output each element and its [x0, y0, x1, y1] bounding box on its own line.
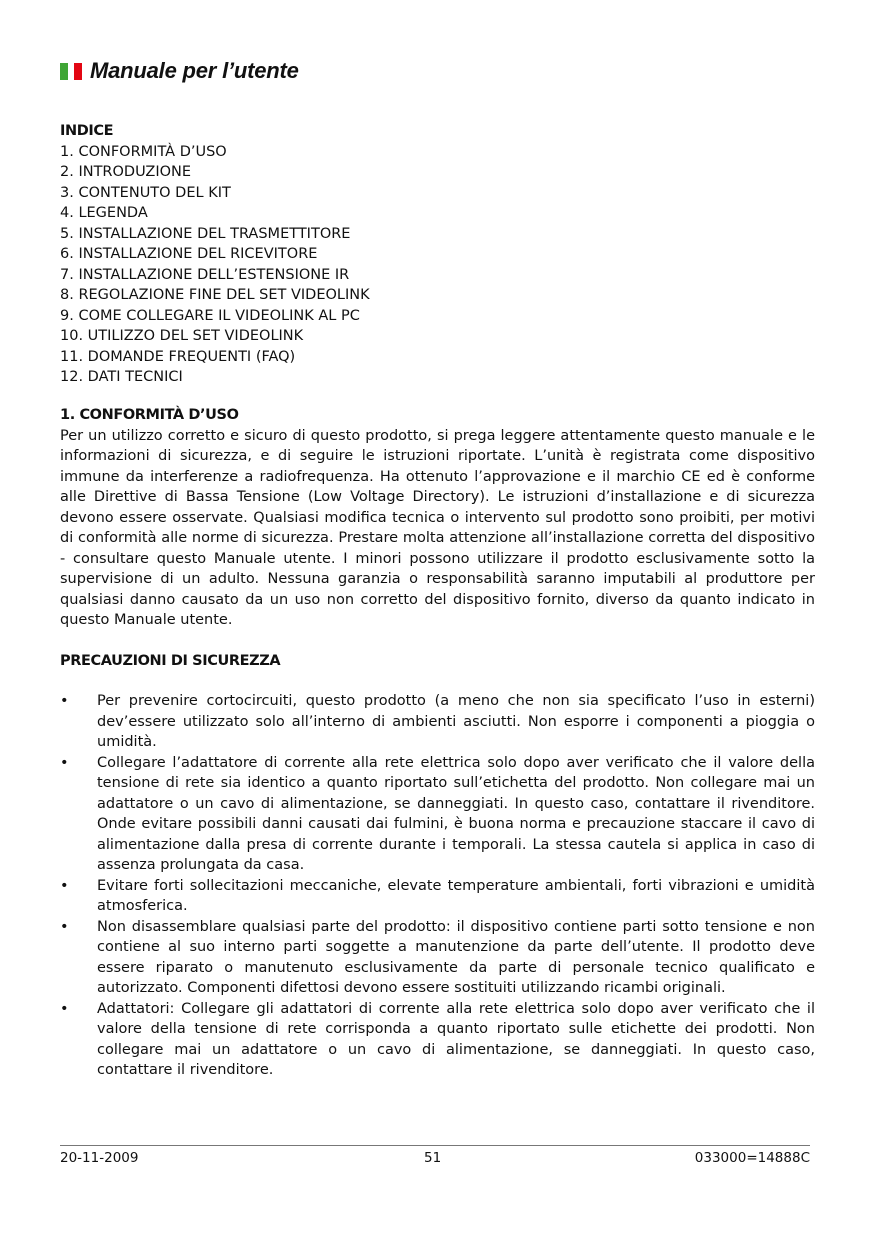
- toc-item: 6. INSTALLAZIONE DEL RICEVITORE: [60, 246, 318, 262]
- toc-item: 5. INSTALLAZIONE DEL TRASMETTITORE: [60, 225, 351, 242]
- list-item: [60, 999, 815, 1081]
- page-title: Manuale per l’utente: [90, 58, 299, 83]
- list-item: • Non disassemblare qualsiasi parte del prodotto: il dispositivo contiene parti sotto tensione e non contiene al suo interno parti soggette a manutenzione da parte dell’utente. Il prodotto deve essere riparato o manutenuto esclusivamente da parte di personale tecnico qualificato e autorizzato. Componenti difettosi devono essere sostituiti utilizzando ricambi originali.: [60, 917, 815, 999]
- toc-item: 1. CONFORMITÀ D’USO: [60, 143, 227, 160]
- flag-red-stripe: [74, 63, 82, 80]
- footer-page-number: 51: [424, 1150, 442, 1166]
- toc-item: 10. UTILIZZO DEL SET VIDEOLINK: [60, 328, 304, 344]
- toc-item: 8. REGOLAZIONE FINE DEL SET VIDEOLINK: [60, 287, 370, 303]
- toc-item: 9. COME COLLEGARE IL VIDEOLINK AL PC: [60, 307, 360, 324]
- table-of-contents: [60, 121, 370, 388]
- safety-heading: PRECAUZIONI DI SICUREZZA: [60, 652, 281, 669]
- spacer: [60, 671, 815, 691]
- list-item: • Per prevenire cortocircuiti, questo prodotto (a meno che non sia specificato l’uso in esterni) dev’essere utilizzato solo all’interno di ambienti asciutti. Non esporre i componenti a pioggia o umidità.: [60, 691, 815, 753]
- toc-item: 12. DATI TECNICI: [60, 369, 183, 385]
- section-conformity: [60, 405, 815, 1081]
- spacer: [60, 631, 815, 651]
- toc-item: 3. CONTENUTO DEL KIT: [60, 184, 231, 201]
- page-header: [60, 58, 299, 84]
- safety-list: [60, 691, 815, 1081]
- toc-item: 4. LEGENDA: [60, 205, 148, 221]
- footer-date: 20-11-2009: [60, 1150, 139, 1166]
- italian-flag-icon: [60, 63, 82, 80]
- toc-heading: INDICE: [60, 123, 114, 139]
- list-item: • Collegare l’adattatore di corrente alla rete elettrica solo dopo aver verificato che il valore della tensione di rete sia identico a quanto riportato sull’etichetta del prodotto. Non collegare mai un adattatore o un cavo di alimentazione, se danneggiati. In questo caso, contattare il rivenditore. Onde evitare possibili danni causati dai fulmini, è buona norma e precauzione staccare il cavo di alimentazione dalla presa di corrente durante i temporali. La stessa cautela si applica in caso di assenza prolungata da casa.: [60, 753, 815, 876]
- footer-doc-code: 033000=14888C: [694, 1150, 810, 1166]
- toc-item: 7. INSTALLAZIONE DELL’ESTENSIONE IR: [60, 266, 350, 283]
- page-footer: [60, 1150, 810, 1166]
- conformity-paragraph: Per un utilizzo corretto e sicuro di questo prodotto, si prega leggere attentamente questo manuale e le informazioni di sicurezza, e di seguire le istruzioni riportate. L’unità è registrata come dispositivo immune da interferenze a radiofrequenza. Ha ottenuto l’approvazione e il marchio CE ed è conforme alle Direttive di Bassa Tensione (Low Voltage Directory). Le istruzioni d’installazione e di sicurezza devono essere osservate. Qualsiasi modifica tecnica o intervento sul prodotto sono proibiti, per motivi di conformità alle norme di sicurezza. Prestare molta attenzione all’installazione corretta del dispositivo - consultare questo Manuale utente. I minori possono utilizzare il prodotto esclusivamente sotto la supervisione di un adulto. Nessuna garanzia o responsabilità saranno imputabili al produttore per qualsiasi danno causato da un uso non corretto del dispositivo fornito, diverso da quanto indicato in questo Manuale utente.: [60, 427, 815, 628]
- footer-divider: [60, 1145, 810, 1146]
- list-item: • Evitare forti sollecitazioni meccaniche, elevate temperature ambientali, forti vibrazioni e umidità atmosferica.: [60, 876, 815, 917]
- toc-item: 2. INTRODUZIONE: [60, 164, 192, 180]
- section-heading: 1. CONFORMITÀ D’USO: [60, 407, 239, 423]
- adapter-label: Adattatori:: [97, 1000, 175, 1017]
- toc-item: 11. DOMANDE FREQUENTI (FAQ): [60, 348, 296, 365]
- adapter-text: Collegare gli adattatori di corrente alla rete elettrica solo dopo aver verificato che il valore della tensione di rete corrisponda a quanto riportato sulle etichette dei prodotti. Non collegare mai un adattatore o un cavo di alimentazione, se danneggiati. In questo caso, contattare il rivenditore.: [97, 1000, 815, 1078]
- flag-green-stripe: [60, 63, 68, 80]
